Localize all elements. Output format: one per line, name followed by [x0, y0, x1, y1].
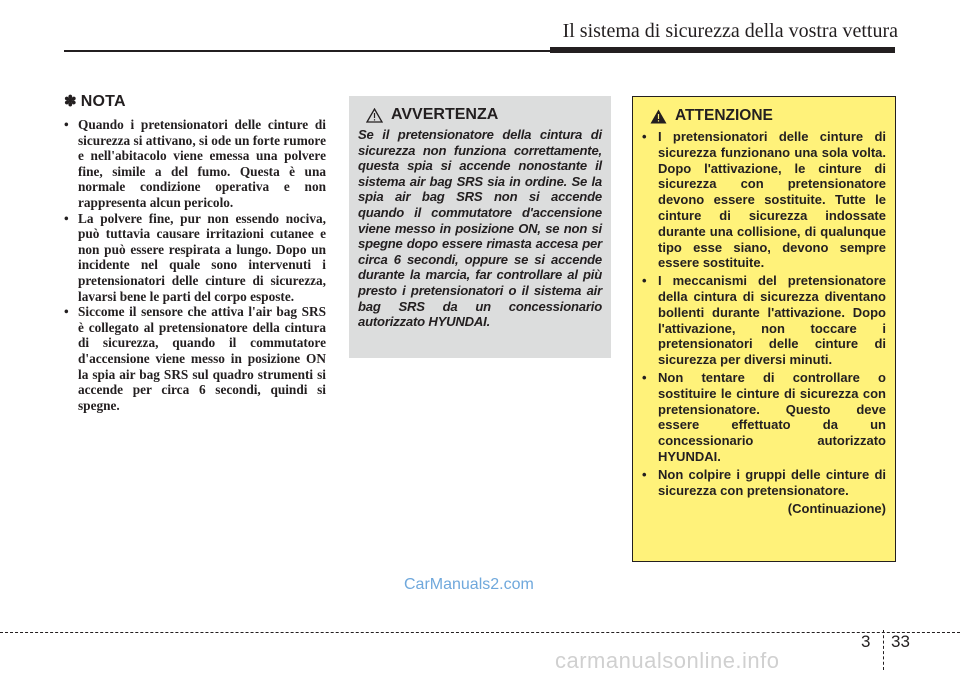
attenzione-item: • Non tentare di controllare o sostituire le cinture di sicurezza con pretensionatore. Questo deve essere effettuato da un concessionario autorizzato HYUNDAI.: [642, 369, 886, 464]
avvertenza-body: Se il pretensionatore della cintura di sicurezza non funziona correttamente, questa spia si accende nonostante il sistema air bag SRS sia in ordine. Se la spia air bag SRS non si accende quando il commutatore d'accensione viene messo in posizione ON, se non si spegne dopo essere rimasta accesa per circa 6 secondi, oppure se si accende durante la marcia, far controllare al più presto i pretensionatori o il sistema air bag SRS da un concessionario autorizzato HYUNDAI.: [358, 127, 602, 330]
attenzione-list: [642, 129, 886, 498]
nota-section: [64, 92, 326, 413]
nota-item: • Siccome il sensore che attiva l'air bag SRS è collegato al pretensionatore della cintura di sicurezza, quando il commutatore d'accensione viene messo in posizione ON la spia air bag SRS sul quadro strumenti si accende per circa 6 secondi, quindi si spegne.: [64, 304, 326, 413]
nota-list: [64, 117, 326, 413]
warning-triangle-icon: [366, 108, 383, 123]
nota-item: • Quando i pretensionatori delle cinture di sicurezza si attivano, si ode un forte rumore e nell'abitacolo viene emessa una polvere fine, simile a del fumo. Questa è una normale condizione operativa e non rappresenta alcun pericolo.: [64, 117, 326, 210]
avvertenza-box: [349, 96, 611, 358]
continuation-note: (Continuazione): [787, 501, 886, 517]
header-rule-accent: [550, 47, 895, 53]
avvertenza-heading-text: AVVERTENZA: [391, 106, 499, 123]
nota-item: • La polvere fine, pur non essendo nociva, può tuttavia causare irritazioni cutanee e non può essere respirata a lungo. Dopo un incidente nel quale sono intervenuti i pretensionatori delle cinture di sicurezza, lavarsi bene le parti del corpo esposte.: [64, 210, 326, 304]
asterisk-icon: ✽: [64, 93, 77, 110]
nota-heading: [64, 92, 326, 111]
warning-triangle-icon: [650, 109, 667, 124]
attenzione-heading-text: ATTENZIONE: [675, 107, 773, 124]
attenzione-item: • Non colpire i gruppi delle cinture di sicurezza con pretensionatore.: [642, 466, 886, 498]
attenzione-item: • I meccanismi del pretensionatore della cintura di sicurezza diventano bollenti durante l'attivazione. Dopo l'attivazione, non toccare i pretensionatori delle cinture di sicurezza per diversi minuti.: [642, 273, 886, 368]
attenzione-item: • I pretensionatori delle cinture di sicurezza funzionano una sola volta. Dopo l'attivazione, le cinture di sicurezza con pretensionatore devono essere sostituite. Tutte le cinture di sicurezza indossate durante una collisione, di qualunque tipo esse siano, devono sempre essere sostituite.: [642, 129, 886, 271]
nota-heading-text: NOTA: [80, 93, 126, 110]
attenzione-box: [632, 96, 896, 562]
avvertenza-heading: [358, 106, 602, 124]
attenzione-heading: [642, 107, 886, 125]
watermark-link[interactable]: CarManuals2.com: [404, 576, 534, 593]
chapter-number: 3: [861, 632, 871, 651]
page-header-title: Il sistema di sicurezza della vostra vettura: [562, 20, 898, 42]
page-number: 33: [891, 632, 910, 651]
site-watermark: carmanualsonline.info: [555, 648, 780, 673]
footer-divider: [883, 630, 884, 670]
footer-rule: [0, 632, 960, 633]
